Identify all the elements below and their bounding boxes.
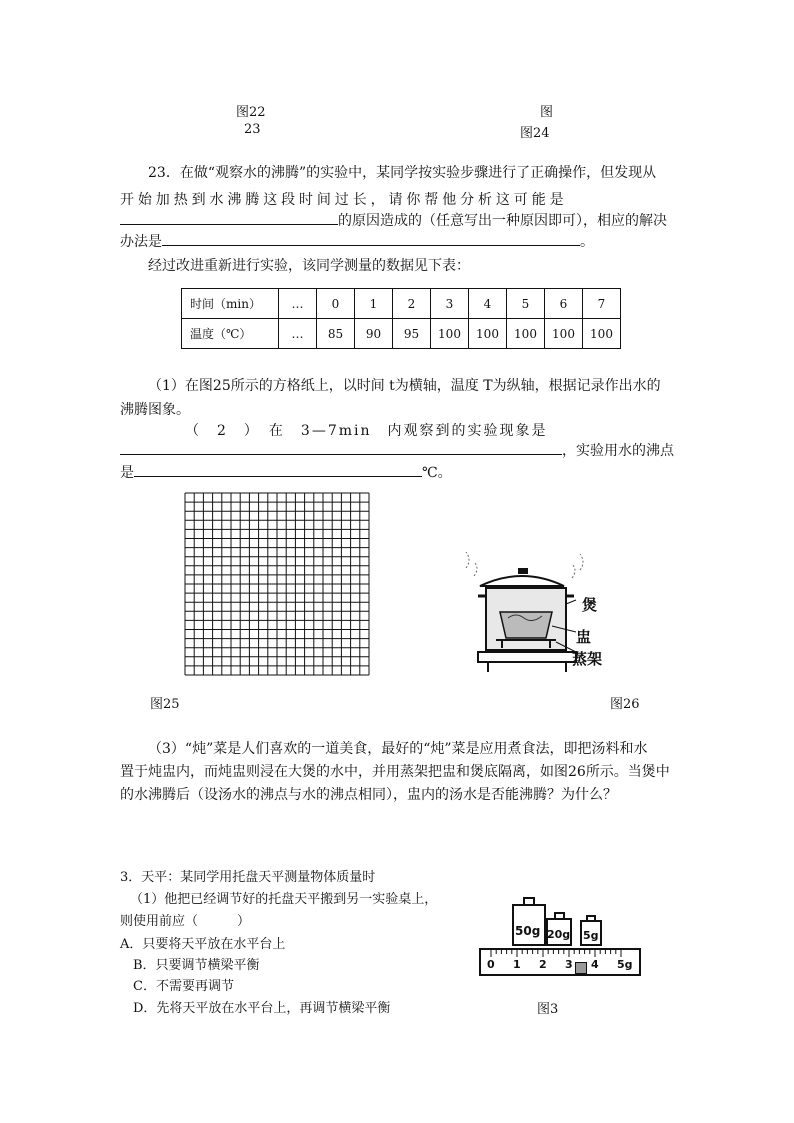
table-cell: 0 — [317, 289, 355, 319]
scale-tick-label: 0 — [487, 958, 495, 971]
scale-ticks — [481, 950, 639, 958]
weight-5g: 5g — [580, 920, 602, 946]
q3-p1-line2: 则使用前应（ ） — [120, 914, 251, 929]
table-cell: 90 — [355, 319, 393, 349]
scale-tick-label: 4 — [591, 958, 599, 971]
q23-p2-line2-text: ，实验用水的沸点 — [562, 443, 674, 459]
table-cell: 6 — [545, 289, 583, 319]
q3-p1-line1: （1）他把已经调节好的托盘天平搬到另一实验桌上， — [130, 892, 438, 907]
steam-right-icon — [572, 554, 583, 578]
table-cell: 5 — [507, 289, 545, 319]
q23-p1-line2: 沸腾图象。 — [120, 402, 190, 418]
fig26-caption: 图26 — [610, 697, 640, 712]
q23-line4-suffix: 。 — [580, 234, 594, 250]
inner-cup — [500, 612, 552, 638]
q23-line2: 开始加热到水沸腾这段时间过长，请你帮他分析这可能是 — [120, 192, 568, 208]
table-cell: 3 — [431, 289, 469, 319]
fig26-label-pot: 煲 — [582, 596, 598, 614]
table-cell: 100 — [545, 319, 583, 349]
q23-line4-prefix: 办法是 — [120, 234, 162, 250]
grid-lines — [185, 493, 369, 675]
table-ellipsis: … — [279, 289, 317, 319]
weight-20g: 20g — [546, 918, 572, 946]
q23-p2-line3-prefix: 是 — [120, 465, 134, 481]
answer-blank-solution[interactable] — [162, 231, 580, 246]
q23-p2-line1: （ 2 ） 在 3—7min 内观察到的实验现象是 — [185, 423, 548, 439]
q3-title: 3．天平：某同学用托盘天平测量物体质量时 — [120, 870, 376, 885]
fig3-caption: 图3 — [537, 1002, 559, 1017]
q23-p2-line3-suffix: ℃。 — [422, 465, 452, 481]
fig26-label-cup: 盅 — [576, 628, 592, 646]
fig22-caption: 图22 — [236, 105, 266, 120]
scale-tick-label: 1 — [513, 958, 521, 971]
q23-p3-line2: 置于炖盅内，而炖盅则浸在大煲的水中，并用蒸架把盅和煲底隔离，如图26所示。当煲中 — [120, 764, 670, 780]
answer-blank-cause[interactable] — [120, 210, 338, 225]
steam-left-icon — [466, 552, 477, 576]
q3-option-d[interactable]: D．先将天平放在水平台上，再调节横梁平衡 — [133, 1001, 391, 1016]
q3-option-b[interactable]: B．只要调节横梁平衡 — [133, 958, 260, 973]
table-header-time: 时间（min） — [182, 289, 279, 319]
fig23-caption-a: 图 — [540, 105, 554, 120]
beam-scale — [479, 948, 641, 976]
q23-line4 — [120, 231, 594, 251]
weight-50g: 50g — [512, 904, 546, 946]
fig24-caption: 图24 — [520, 126, 550, 141]
answer-blank-boiling-point[interactable] — [134, 462, 422, 477]
q23-line3-text: 的原因造成的（任意写出一种原因即可），相应的解决 — [338, 213, 667, 229]
fig25-grid-paper[interactable] — [184, 492, 370, 676]
table-row-time — [182, 289, 621, 319]
table-cell: 85 — [317, 319, 355, 349]
stove-legs — [488, 662, 566, 672]
q23-p3-line3: 的水沸腾后（设汤水的沸点与水的沸点相同），盅内的汤水是否能沸腾？为什么？ — [120, 787, 617, 803]
scale-tick-label: 3 — [565, 958, 573, 971]
fig25-caption: 图25 — [150, 697, 180, 712]
q23-intro: 经过改进重新进行实验，该同学测量的数据见下表： — [148, 258, 470, 274]
scale-tick-marks — [491, 950, 621, 957]
table-cell: 1 — [355, 289, 393, 319]
q23-line1: 23．在做“观察水的沸腾”的实验中，某同学按实验步骤进行了正确操作，但发现从 — [148, 165, 657, 181]
table-cell: 100 — [507, 319, 545, 349]
q3-option-c[interactable]: C．不需要再调节 — [133, 979, 234, 994]
scale-tick-label: 5g — [617, 958, 633, 971]
table-cell: 100 — [469, 319, 507, 349]
stove — [478, 652, 576, 662]
q23-line3 — [120, 210, 667, 230]
answer-blank-phenomenon[interactable] — [120, 440, 562, 455]
q23-p1-line1: （1）在图25所示的方格纸上，以时间 t为横轴，温度 T为纵轴，根据记录作出水的 — [148, 378, 661, 394]
table-row-temp — [182, 319, 621, 349]
rider-slider[interactable] — [575, 962, 587, 974]
scale-tick-label: 2 — [539, 958, 547, 971]
q3-option-a[interactable]: A．只要将天平放在水平台上 — [120, 937, 286, 952]
table-cell: 7 — [583, 289, 621, 319]
table-cell: 2 — [393, 289, 431, 319]
q23-p2-line2 — [120, 440, 674, 460]
table-cell: 95 — [393, 319, 431, 349]
fig26-label-rack: 蒸架 — [572, 650, 603, 668]
fig23-caption-b: 23 — [244, 122, 261, 137]
table-header-temp: 温度（℃） — [182, 319, 279, 349]
data-table — [181, 288, 621, 349]
table-cell: 100 — [431, 319, 469, 349]
pot-lid — [480, 576, 564, 586]
lid-knob — [518, 568, 528, 574]
table-cell: 100 — [583, 319, 621, 349]
table-cell: 4 — [469, 289, 507, 319]
q23-p3-line1: （3）“炖”菜是人们喜欢的一道美食，最好的“炖”菜是应用煮食法，即把汤料和水 — [148, 741, 648, 757]
q23-p2-line3 — [120, 462, 452, 482]
table-ellipsis: … — [279, 319, 317, 349]
